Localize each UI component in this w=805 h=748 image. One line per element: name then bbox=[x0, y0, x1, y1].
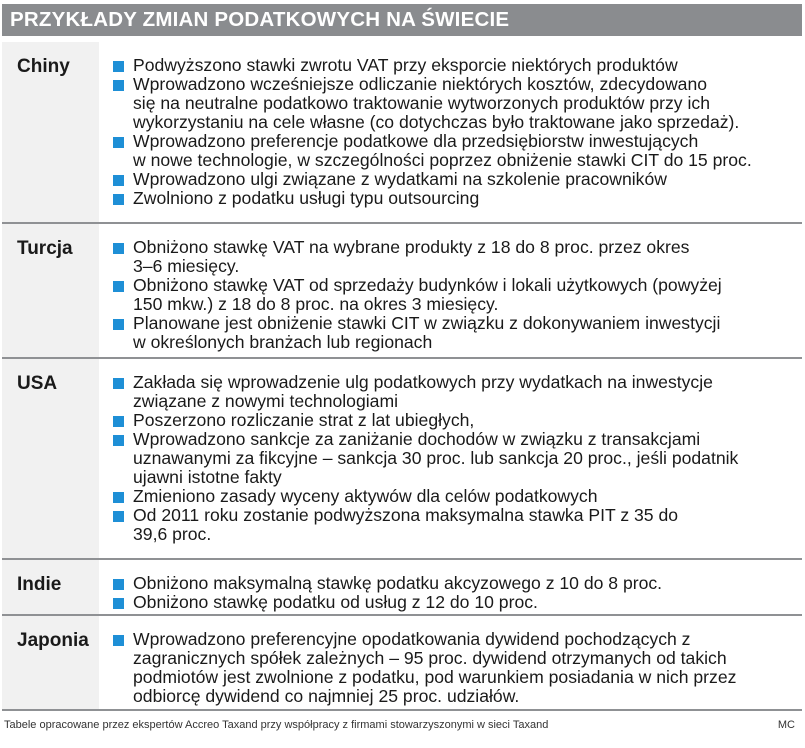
square-bullet-icon bbox=[113, 243, 124, 254]
item-text-line: Zwolniono z podatku usługi typu outsourcing bbox=[133, 188, 480, 208]
square-bullet-icon bbox=[113, 492, 124, 503]
list-item bbox=[113, 574, 802, 593]
square-bullet-icon bbox=[113, 281, 124, 292]
country-row bbox=[2, 224, 802, 359]
country-row bbox=[2, 560, 802, 616]
list-item bbox=[113, 430, 802, 487]
list-item bbox=[113, 373, 802, 411]
country-name: USA bbox=[2, 359, 99, 558]
list-item bbox=[113, 170, 802, 189]
country-name: Chiny bbox=[2, 42, 99, 222]
square-bullet-icon bbox=[113, 635, 124, 646]
item-text-line: Wprowadzono wcześniejsze odliczanie niektórych kosztów, zdecydowano bbox=[133, 74, 708, 94]
country-name: Japonia bbox=[2, 616, 99, 709]
square-bullet-icon bbox=[113, 137, 124, 148]
list-item bbox=[113, 411, 802, 430]
square-bullet-icon bbox=[113, 378, 124, 389]
square-bullet-icon bbox=[113, 319, 124, 330]
country-name: Turcja bbox=[2, 224, 99, 357]
item-text-line: w nowe technologie, w szczególności poprzez obniżenie stawki CIT do 15 proc. bbox=[133, 150, 752, 170]
list-item bbox=[113, 276, 802, 314]
list-item bbox=[113, 506, 802, 544]
item-text-line: wykorzystaniu na cele własne (co dotychczas było traktowane jako sprzedaż). bbox=[133, 112, 740, 132]
item-text-line: związane z nowymi technologiami bbox=[133, 391, 399, 411]
square-bullet-icon bbox=[113, 579, 124, 590]
country-row bbox=[2, 42, 802, 224]
item-text-line: w określonych branżach lub regionach bbox=[133, 332, 433, 352]
page-title: PRZYKŁADY ZMIAN PODATKOWYCH NA ŚWIECIE bbox=[10, 8, 510, 31]
item-text-line: Wprowadzono ulgi związane z wydatkami na szkolenie pracowników bbox=[133, 169, 667, 189]
square-bullet-icon bbox=[113, 598, 124, 609]
item-text-line: uznawanymi za fikcyjne – sankcja 30 proc. lub sankcja 20 proc., jeśli podatnik bbox=[133, 448, 739, 468]
item-text-line: ujawni istotne fakty bbox=[133, 467, 282, 487]
list-item bbox=[113, 238, 802, 276]
item-text-line: Obniżono stawkę podatku od usług z 12 do 10 proc. bbox=[133, 592, 538, 612]
change-list bbox=[99, 560, 802, 614]
square-bullet-icon bbox=[113, 80, 124, 91]
change-list bbox=[99, 359, 802, 558]
item-text-line: 150 mkw.) z 18 do 8 proc. na okres 3 miesięcy. bbox=[133, 294, 499, 314]
country-name: Indie bbox=[2, 560, 99, 614]
tax-changes-table bbox=[2, 42, 802, 711]
list-item bbox=[113, 630, 802, 706]
list-item bbox=[113, 189, 802, 208]
item-text-line: Obniżono stawkę VAT od sprzedaży budynków i lokali użytkowych (powyżej bbox=[133, 275, 722, 295]
item-text-line: Wprowadzono sankcje za zaniżanie dochodów w związku z transakcjami bbox=[133, 429, 701, 449]
list-item bbox=[113, 593, 802, 612]
item-text-line: się na neutralne podatkowo traktowanie wytworzonych produktów przy ich bbox=[133, 93, 710, 113]
change-list bbox=[99, 224, 802, 357]
item-text-line: Poszerzono rozliczanie strat z lat ubiegłych, bbox=[133, 410, 475, 430]
square-bullet-icon bbox=[113, 435, 124, 446]
item-text-line: Zakłada się wprowadzenie ulg podatkowych przy wydatkach na inwestycje bbox=[133, 372, 713, 392]
title-bar bbox=[2, 4, 802, 36]
item-text-line: 39,6 proc. bbox=[133, 524, 212, 544]
square-bullet-icon bbox=[113, 416, 124, 427]
item-text-line: 3–6 miesięcy. bbox=[133, 256, 240, 276]
author-initials: MC bbox=[777, 719, 795, 731]
square-bullet-icon bbox=[113, 511, 124, 522]
country-row bbox=[2, 359, 802, 560]
square-bullet-icon bbox=[113, 61, 124, 72]
source-note: Tabele opracowane przez ekspertów Accreo Taxand przy współpracy z firmami stowarzyszonymi w sieci Taxand bbox=[4, 719, 549, 731]
item-text-line: Obniżono stawkę VAT na wybrane produkty z 18 do 8 proc. przez okres bbox=[133, 237, 690, 257]
item-text-line: Planowane jest obniżenie stawki CIT w związku z dokonywaniem inwestycji bbox=[133, 313, 721, 333]
square-bullet-icon bbox=[113, 175, 124, 186]
change-list bbox=[99, 616, 802, 709]
country-row bbox=[2, 616, 802, 711]
item-text-line: zagranicznych spółek zależnych – 95 proc. dywidend otrzymanych od takich bbox=[133, 648, 727, 668]
item-text-line: Obniżono maksymalną stawkę podatku akcyzowego z 10 do 8 proc. bbox=[133, 573, 663, 593]
square-bullet-icon bbox=[113, 194, 124, 205]
item-text-line: Podwyższono stawki zwrotu VAT przy eksporcie niektórych produktów bbox=[133, 55, 678, 75]
list-item bbox=[113, 487, 802, 506]
list-item bbox=[113, 56, 802, 75]
list-item bbox=[113, 75, 802, 132]
item-text-line: podmiotów jest zwolnione z podatku, pod warunkiem posiadania w nich przez bbox=[133, 667, 737, 687]
change-list bbox=[99, 42, 802, 222]
item-text-line: Od 2011 roku zostanie podwyższona maksymalna stawka PIT z 35 do bbox=[133, 505, 679, 525]
item-text-line: Wprowadzono preferencje podatkowe dla przedsiębiorstw inwestujących bbox=[133, 131, 699, 151]
list-item bbox=[113, 314, 802, 352]
list-item bbox=[113, 132, 802, 170]
item-text-line: odbiorcę dywidend co najmniej 25 proc. udziałów. bbox=[133, 686, 520, 706]
item-text-line: Zmieniono zasady wyceny aktywów dla celów podatkowych bbox=[133, 486, 598, 506]
item-text-line: Wprowadzono preferencyjne opodatkowania dywidend pochodzących z bbox=[133, 629, 691, 649]
